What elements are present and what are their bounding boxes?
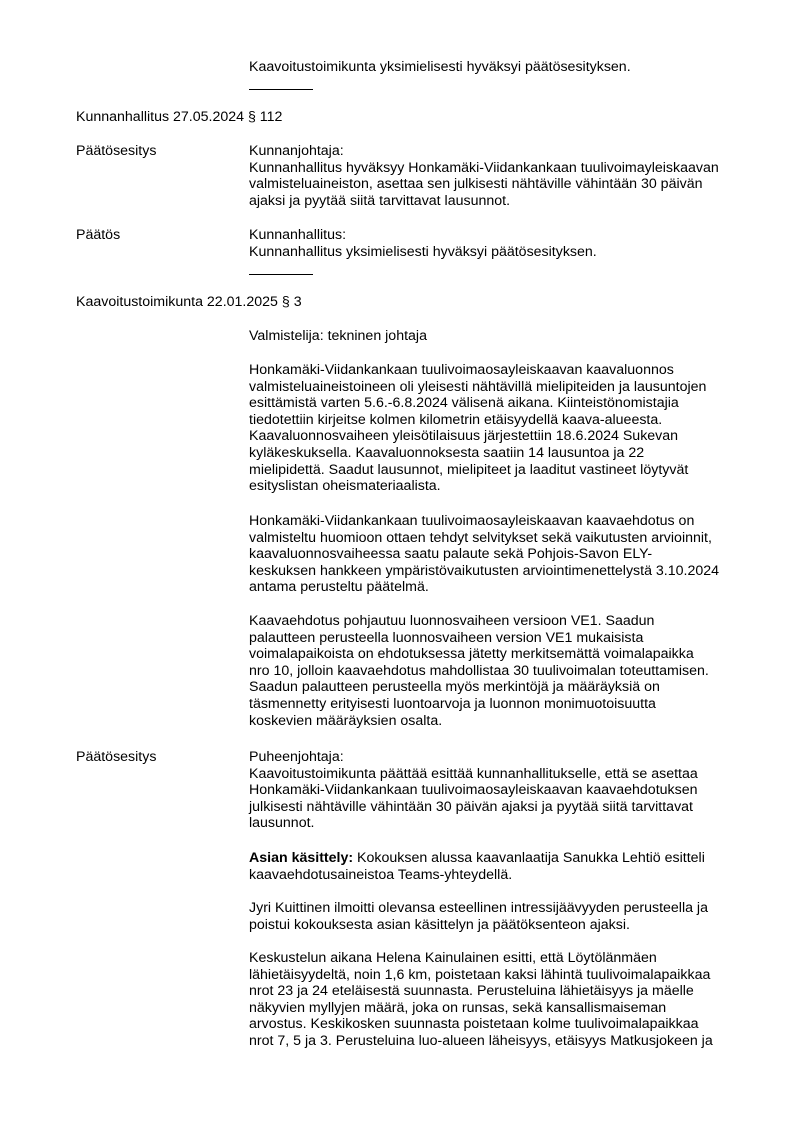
handling-text-rest: Kokouksen alussa kaavanlaatija Sanukka Lehtiö esitteli	[353, 850, 705, 866]
text-line: Honkamäki-Viidankankaan tuulivoimaosayleiskaavan kaavaluonnos	[249, 362, 674, 378]
text-line: ajaksi ja pyytää siitä tarvittavat lausunnot.	[249, 192, 511, 209]
text-line	[249, 850, 741, 867]
label-text: Päätösesitys	[76, 143, 157, 159]
text-line: Kunnanhallitus:	[249, 227, 347, 243]
text-line: Saadun palautteen perusteella myös merkintöjä ja määräyksiä on	[249, 679, 660, 696]
text-line: keskuksen hankkeen ympäristövaikutusten arviointimenettelystä 3.10.2024	[249, 562, 720, 579]
paragraph-2	[249, 513, 741, 596]
text-line: esittämistä varten 5.6.-6.8.2024 välisenä aikana. Kiinteistönomistajia	[249, 395, 679, 412]
text-line: lausunnot.	[249, 815, 315, 832]
paragraph-1	[249, 362, 741, 495]
text-line: valmisteluaineistoineen oli yleisesti nähtävillä mielipiteiden ja lausuntojen	[249, 378, 707, 395]
recusal-paragraph	[249, 900, 741, 933]
paragraph-3	[249, 613, 741, 729]
text-line: Honkamäki-Viidankankaan tuulivoimaosayleiskaavan kaavaehdotuksen	[249, 782, 698, 799]
text-line: Kaavoitustoimikunta yksimielisesti hyväksyi päätösesityksen.	[249, 59, 631, 75]
text-line: julkisesti nähtäville vähintään 30 päivän ajaksi ja pyytää siitä tarvittavat	[249, 798, 693, 815]
preparer-text	[249, 328, 741, 345]
text-line: poistui kokouksesta asian käsittelyn ja päätöksenteon ajaksi.	[249, 916, 630, 933]
label-text: Päätös	[76, 227, 121, 243]
text-line: esityslistan oheismateriaalista.	[249, 478, 441, 495]
text-line: täsmennetty erityisesti luontoarvoja ja luonnon monimuotoisuutta	[249, 695, 656, 712]
text-line: Keskustelun aikana Helena Kainulainen esitti, että Löytölänmäen	[249, 950, 657, 966]
text-line: palautteen perusteella luonnosvaiheen version VE1 mukaisista	[249, 629, 644, 646]
text-line: nro 10, jolloin kaavaehdotus mahdollistaa 30 tuulivoimalan toteuttamisen.	[249, 662, 709, 679]
text-line: Kunnanhallitus yksimielisesti hyväksyi päätösesityksen.	[249, 243, 597, 260]
text-line: Puheenjohtaja:	[249, 749, 344, 765]
text-line: arvostus. Keskikosken suunnasta poistetaan kolme tuulivoimalapaikkaa	[249, 1016, 699, 1033]
section-heading-kaavoitustoimikunta	[76, 294, 302, 311]
proposal-text	[249, 143, 741, 209]
text-line: Kaavaluonnosvaiheen yleisötilaisuus järjestettiin 18.6.2024 Sukevan	[249, 428, 679, 445]
handling-label: Asian käsittely:	[249, 850, 354, 866]
text-line: tiedotettiin kirjeitse kolmen kilometrin etäisyydellä kaava-alueesta.	[249, 411, 663, 428]
proposal-label	[76, 143, 156, 160]
separator-line	[249, 274, 313, 275]
text-line: kaavaehdotusaineistoa Teams-yhteydellä.	[249, 866, 513, 883]
heading-text: Kaavoitustoimikunta 22.01.2025 § 3	[76, 294, 302, 310]
text-line: Valmistelija: tekninen johtaja	[249, 328, 427, 344]
proposal-label	[76, 749, 156, 766]
text-line: Honkamäki-Viidankankaan tuulivoimaosayleiskaavan kaavaehdotus on	[249, 513, 695, 529]
text-line: valmisteltu huomioon ottaen tehdyt selvitykset sekä vaikutusten arvioinnit,	[249, 529, 712, 546]
text-line: Kaavoitustoimikunta päättää esittää kunnanhallitukselle, että se asettaa	[249, 765, 698, 782]
text-line: Kaavaehdotus pohjautuu luonnosvaiheen versioon VE1. Saadun	[249, 613, 655, 629]
decision-label	[76, 227, 120, 244]
text-line: koskevien määräyksien osalta.	[249, 712, 443, 729]
heading-text: Kunnanhallitus 27.05.2024 § 112	[76, 109, 283, 125]
text-line: Kunnanhallitus hyväksyy Honkamäki-Viidankankaan tuulivoimayleiskaavan	[249, 159, 719, 176]
section-heading-kunnanhallitus	[76, 109, 282, 126]
text-line: nrot 23 ja 24 eteläisestä suunnasta. Perusteluina lähietäisyys ja mäelle	[249, 983, 694, 1000]
text-line: lähietäisyydeltä, noin 1,6 km, poistetaan kaksi lähintä tuulivoimalapaikkaa	[249, 966, 711, 983]
discussion-paragraph	[249, 950, 741, 1050]
text-line: kyläkeskuksella. Kaavaluonnoksesta saatiin 14 lausuntoa ja 22	[249, 444, 645, 461]
text-line: näkyvien myllyjen määrä, joka on runsas, sekä kansallismaiseman	[249, 999, 667, 1016]
intro-text	[249, 59, 741, 76]
label-text: Päätösesitys	[76, 749, 157, 765]
text-line: kaavaluonnosvaiheessa saatu palaute sekä Pohjois-Savon ELY-	[249, 546, 653, 563]
text-line: Jyri Kuittinen ilmoitti olevansa esteellinen intressijäävyyden perusteella ja	[249, 900, 708, 916]
text-line: antama perusteltu päätelmä.	[249, 579, 429, 596]
separator-line	[249, 89, 313, 90]
text-line: valmisteluaineiston, asettaa sen julkisesti nähtäville vähintään 30 päivän	[249, 176, 703, 193]
handling-text	[249, 850, 741, 883]
decision-text	[249, 227, 741, 260]
text-line: nrot 7, 5 ja 3. Perusteluina luo-alueen läheisyys, etäisyys Matkusjokeen ja	[249, 1032, 713, 1049]
text-line: Kunnanjohtaja:	[249, 143, 344, 159]
text-line: mielipidettä. Saadut lausunnot, mielipiteet ja laaditut vastineet löytyvät	[249, 461, 689, 478]
proposal-text	[249, 749, 741, 832]
text-line: voimalapaikoista on ehdotuksessa jätetty merkitsemättä voimalapaikka	[249, 646, 694, 663]
